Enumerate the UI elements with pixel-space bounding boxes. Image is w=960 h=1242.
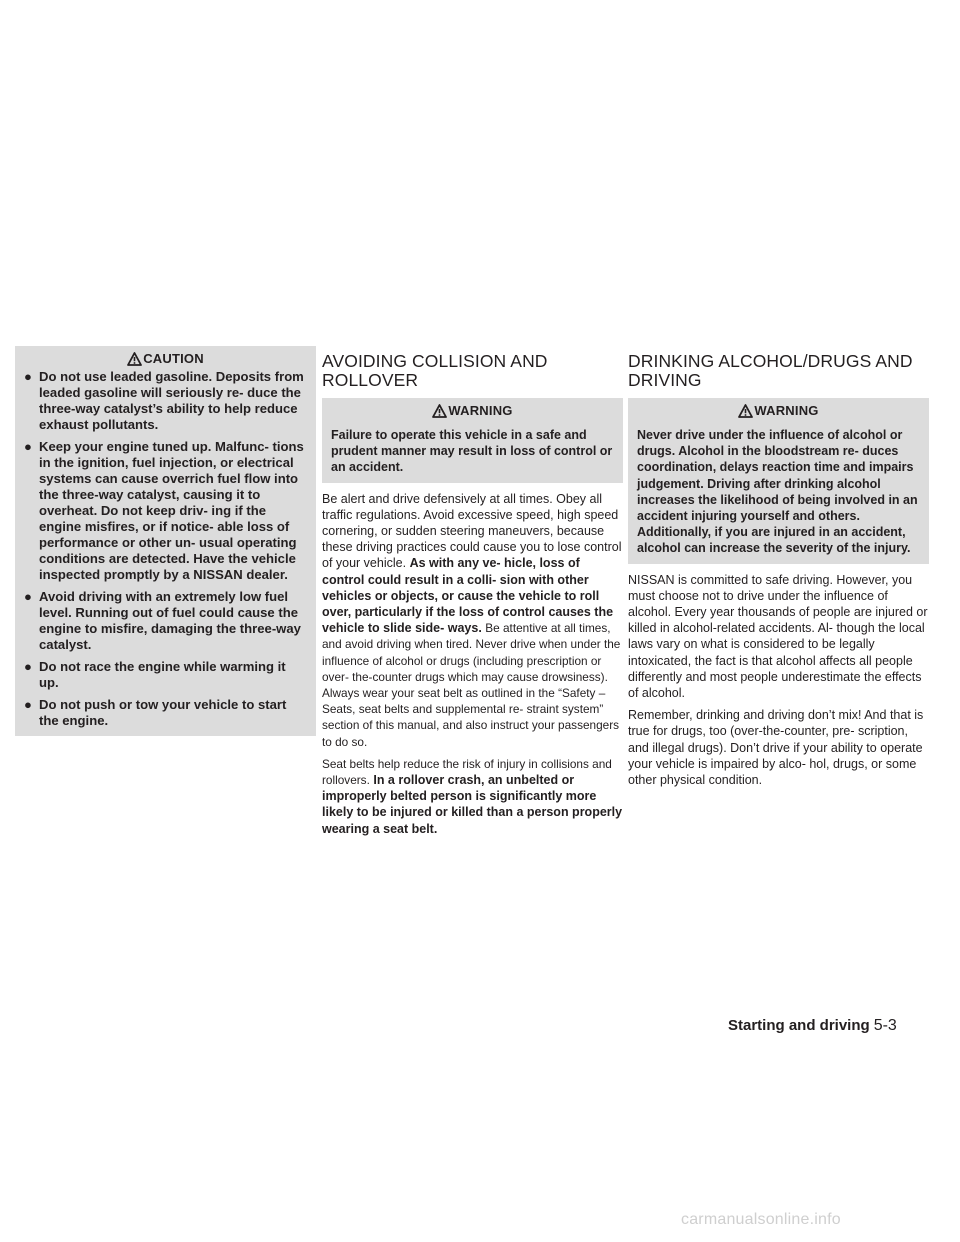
- warning-triangle-icon: [432, 404, 447, 418]
- bullet-icon: ●: [24, 369, 32, 384]
- warning-box: [322, 398, 623, 483]
- column-middle: [322, 346, 623, 837]
- caution-title: CAUTION: [143, 351, 204, 366]
- body-paragraph: Be alert and drive defensively at all times. Obey all traffic regulations. Avoid excessive speed, high speed cornering, or sudden steering maneuvers, because these driving practices could cause you to lose control of your vehicle. As with any ve- hicle, loss of control could result in a colli- sion with other vehicles or objects, or cause the vehicle to roll over, particularly if the loss of control causes the vehicle to slide side- ways. Be attentive at all times, and avoid driving when tired. Never drive when under the influence of alcohol or drugs (including prescription or over- the-counter drugs which may cause drowsiness). Always wear your seat belt as outlined in the “Safety – Seats, seat belts and supplemental re- straint system” section of this manual, and also instruct your passengers to do so.: [322, 491, 622, 749]
- list-item: ● Do not push or tow your vehicle to start the engine.: [24, 697, 287, 728]
- list-item: ● Avoid driving with an extremely low fuel level. Running out of fuel could cause the engine to misfire, damaging the three-way catalyst.: [24, 589, 301, 652]
- body-paragraph: Remember, drinking and driving don’t mix! And that is true for drugs, too (over-the-counter, pre- scription, and illegal drugs). Don’t drive if your ability to operate your vehicle is impaired by alco- hol, drugs, or some other physical condition.: [628, 708, 924, 788]
- column-right: [628, 346, 929, 788]
- bullet-icon: ●: [24, 659, 32, 674]
- list-item: ● Do not use leaded gasoline. Deposits from leaded gasoline will seriously re- duce the three-way catalyst’s ability to help reduce exhaust pollutants.: [24, 369, 304, 432]
- section-name: Starting and driving: [728, 1017, 870, 1034]
- body-paragraph: NISSAN is committed to safe driving. However, you must choose not to drive under the influence of alcohol. Every year thousands of people are injured or killed in alcohol-related accidents. Al- though the local laws vary on what is considered to be legally intoxicated, the fact is that alcohol affects all people differently and most people underestimate the effects of alcohol.: [628, 572, 928, 701]
- warning-text: Never drive under the influence of alcohol or drugs. Alcohol in the bloodstream re- duces coordination, delays reaction time and impairs judgement. Driving after drinking alcohol increases the likelihood of being involved in an accident injuring yourself and others. Additionally, if you are injured in an accident, alcohol can increase the severity of the injury.: [637, 428, 918, 556]
- warning-text: Failure to operate this vehicle in a safe and prudent manner may result in loss of control or an accident.: [331, 428, 613, 475]
- column-left: [15, 346, 316, 736]
- warning-triangle-icon: [738, 404, 753, 418]
- watermark: carmanualsonline.info: [681, 1211, 841, 1228]
- body-paragraph: Seat belts help reduce the risk of injury in collisions and rollovers. In a rollover crash, an unbelted or improperly belted person is significantly more likely to be injured or killed than a person properly wearing a seat belt.: [322, 756, 623, 836]
- warning-box: [628, 398, 929, 564]
- warning-triangle-icon: [127, 352, 142, 366]
- bullet-icon: ●: [24, 439, 32, 454]
- list-item: ● Do not race the engine while warming it up.: [24, 659, 286, 690]
- list-item: ● Keep your engine tuned up. Malfunc- tions in the ignition, fuel injection, or electrical systems can cause overrich fuel flow into the three-way catalyst, causing it to overheat. Do not keep driv- ing if the engine misfires, or if notice- able loss of performance or other un- usual operating conditions are detected. Have the vehicle inspected promptly by a NISSAN dealer.: [24, 439, 304, 582]
- bullet-icon: ●: [24, 697, 32, 712]
- warning-title: WARNING: [448, 403, 513, 418]
- caution-list: [24, 369, 307, 729]
- warning-title: WARNING: [754, 403, 819, 418]
- section-heading-alcohol: DRINKING ALCOHOL/DRUGS AND DRIVING: [628, 351, 913, 390]
- bullet-icon: ●: [24, 589, 32, 604]
- page-footer: [728, 1017, 897, 1035]
- section-heading-collision: AVOIDING COLLISION AND ROLLOVER: [322, 351, 548, 390]
- page-number: 5-3: [873, 1017, 897, 1034]
- caution-box: [15, 346, 316, 736]
